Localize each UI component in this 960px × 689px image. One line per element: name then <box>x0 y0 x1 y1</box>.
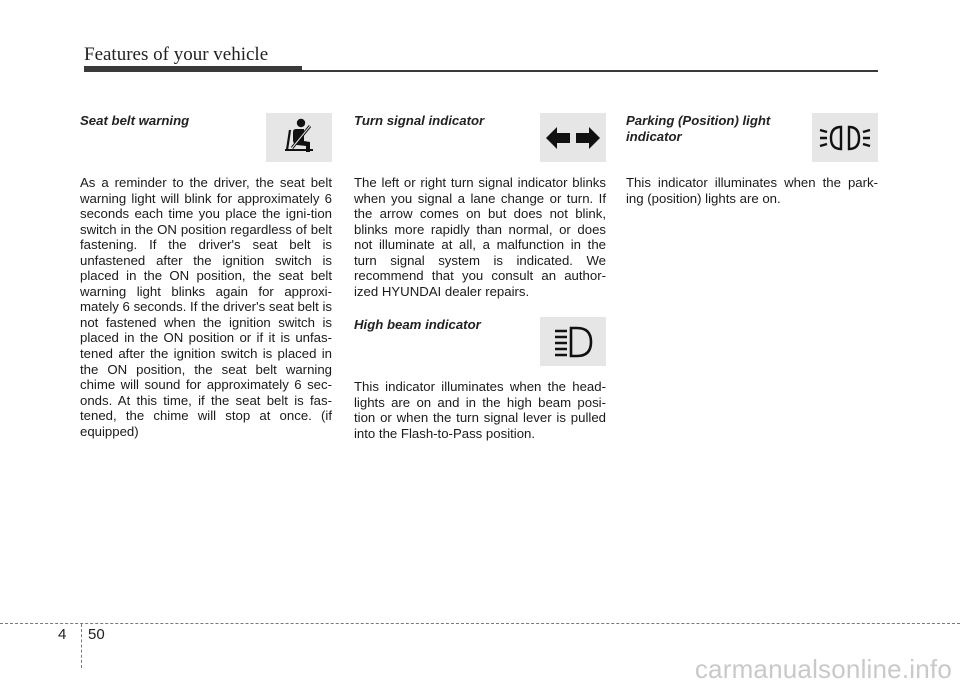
page-header-title: Features of your vehicle <box>84 44 269 65</box>
high-beam-body: This indicator illuminates when the head-lights are on and in the high beam posi-tion or when the turn signal lever is pulled into the Flash-to-Pass position. <box>354 379 606 442</box>
footer-vertical-divider <box>81 624 82 668</box>
turn-signal-section <box>354 113 606 175</box>
high-beam-icon <box>540 317 606 366</box>
parking-section <box>626 113 878 175</box>
turn-signal-body: The left or right turn signal indicator blinks when you signal a lane change or turn. If the arrow comes on but does not blink, blinks more rapidly than normal, or does not illuminate at all, a malfunction in the turn signal system is indicated. We recommend that you consult an author-ized HYUNDAI dealer repairs. <box>354 175 606 299</box>
high-beam-heading: High beam indicator <box>354 317 481 333</box>
header-rule-thin <box>300 70 878 72</box>
seat-belt-section <box>80 113 332 175</box>
footer-divider <box>0 623 960 624</box>
parking-light-icon <box>812 113 878 162</box>
column-left <box>80 108 332 439</box>
seat-belt-body: As a reminder to the driver, the seat belt warning light will blink for approximately 6 seconds each time you place the igni-tion switch in the ON position regardless of belt fastening. If the driver's seat belt is unfastened after the ignition switch is placed in the ON position, the seat belt warning light blinks again for approxi-mately 6 seconds. If the driver's seat belt is not fastened when the ignition switch is placed in the ON position or if it is unfas-tened after the ignition switch is placed in the ON position, the seat belt warning chime will sound for approximately 6 sec-onds. At this time, if the seat belt is fas-tened, the chime will stop at once. (if equipped) <box>80 175 332 439</box>
watermark: carmanualsonline.info <box>694 654 952 684</box>
chapter-number: 4 <box>58 626 67 643</box>
parking-body: This indicator illuminates when the park-ing (position) lights are on. <box>626 175 878 206</box>
column-middle <box>354 108 606 442</box>
page-number: 50 <box>88 626 105 643</box>
header-rule-thick <box>84 66 302 72</box>
turn-signal-heading: Turn signal indicator <box>354 113 485 128</box>
parking-heading: Parking (Position) light indicator <box>626 113 771 144</box>
turn-signal-arrows-icon <box>540 113 606 162</box>
seat-belt-icon <box>266 113 332 162</box>
high-beam-section <box>354 317 606 379</box>
column-right <box>626 108 878 206</box>
seat-belt-heading: Seat belt warning <box>80 113 190 128</box>
